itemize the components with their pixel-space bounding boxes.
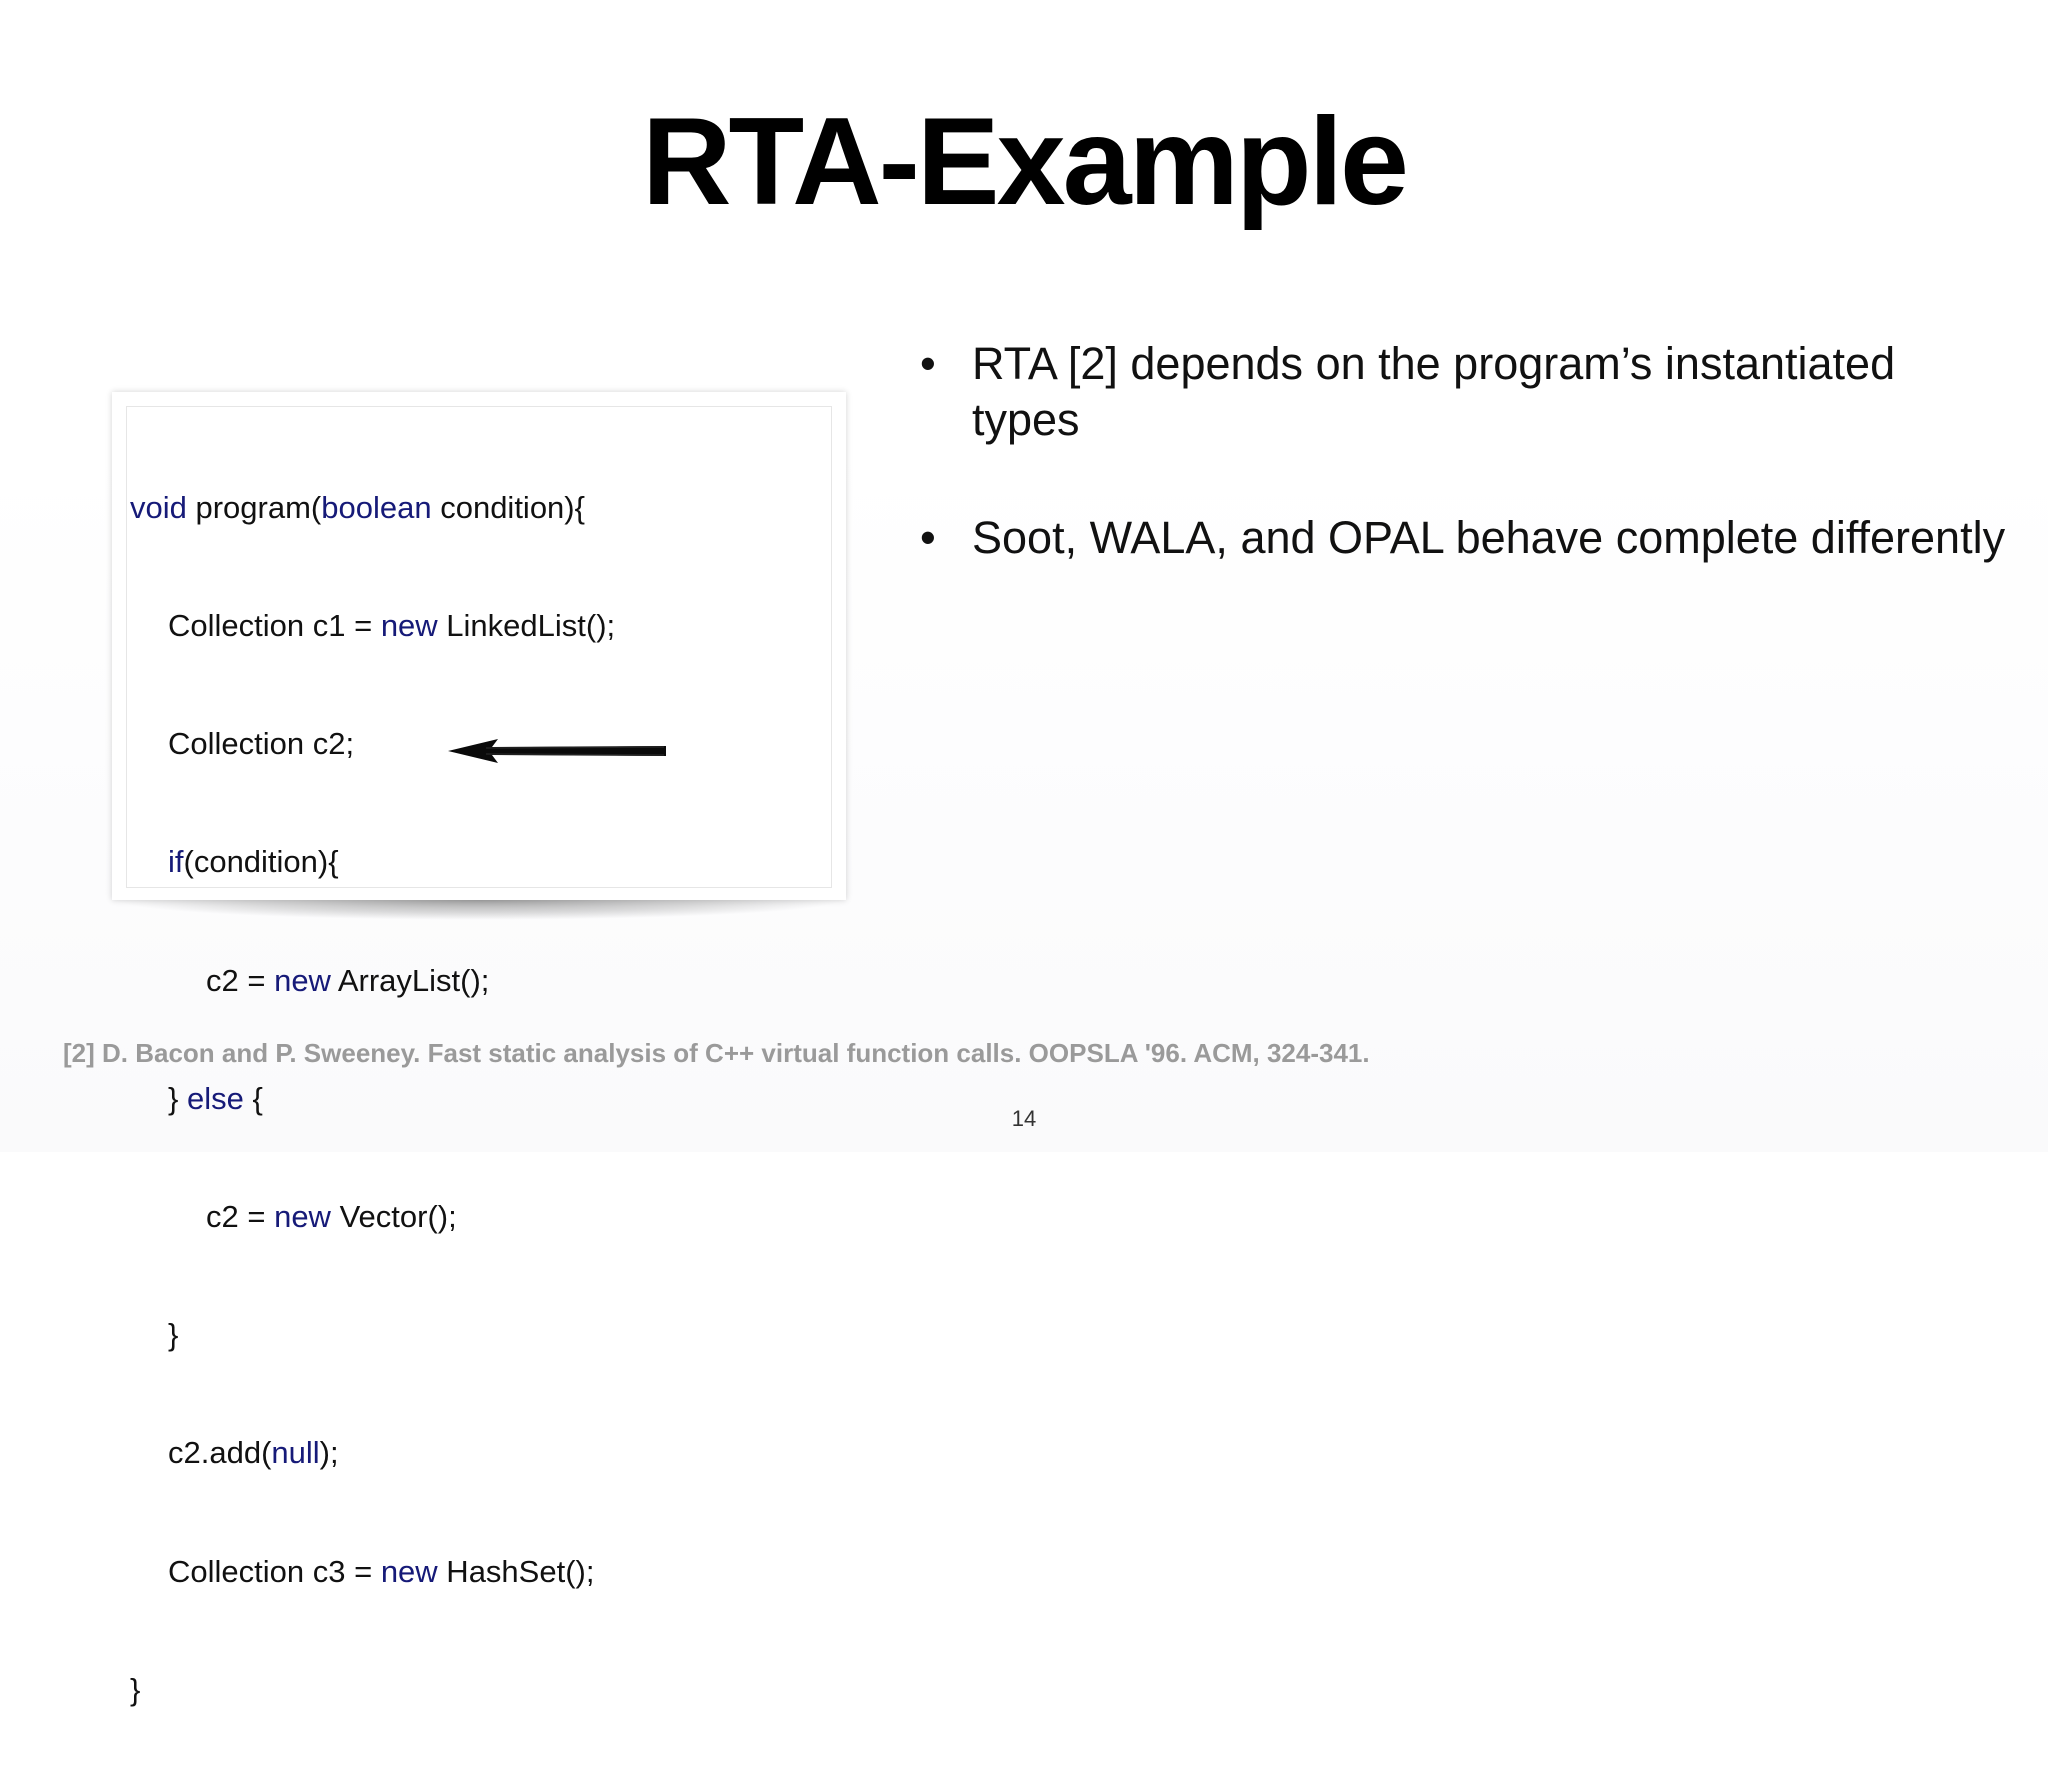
- code-keyword: new: [380, 1553, 438, 1589]
- slide-title: RTA-Example: [642, 93, 1406, 231]
- code-line-7: [130, 1197, 615, 1236]
- bullet-marker: •: [920, 512, 936, 563]
- bullet-item: [920, 510, 2010, 566]
- code-text: HashSet();: [437, 1553, 595, 1589]
- code-line-9: [130, 1433, 615, 1472]
- code-text: Collection c3 =: [168, 1553, 381, 1589]
- code-keyword: new: [274, 1199, 331, 1235]
- code-line-8: [130, 1315, 615, 1354]
- code-text: }: [168, 1080, 187, 1116]
- code-text: ArrayList();: [330, 962, 490, 998]
- code-keyword: new: [380, 608, 438, 644]
- code-line-6: [130, 1079, 615, 1118]
- bullet-text: RTA [2] depends on the program’s instantiated types: [972, 338, 1896, 445]
- code-text: condition){: [431, 489, 585, 525]
- bullet-text: Soot, WALA, and OPAL behave complete differently: [972, 512, 2006, 563]
- code-text: Vector();: [330, 1199, 457, 1235]
- code-text: Collection c1 =: [168, 608, 381, 644]
- bullet-marker: •: [920, 338, 936, 389]
- code-text: Collection c2;: [168, 726, 355, 762]
- footnote-reference: [2] D. Bacon and P. Sweeney. Fast static analysis of C++ virtual function calls. OOPSLA '96. ACM, 324-341.: [63, 1038, 1370, 1068]
- code-keyword: if: [168, 844, 184, 880]
- code-keyword: else: [186, 1080, 244, 1116]
- code-keyword: boolean: [321, 489, 432, 525]
- code-line-4: [130, 842, 615, 881]
- code-text: program(: [186, 489, 322, 525]
- page-number: 14: [1011, 1106, 1037, 1131]
- code-text: c2 =: [206, 962, 275, 998]
- code-line-5: [130, 961, 615, 1000]
- bullet-list: [920, 336, 2010, 628]
- code-text: }: [168, 1317, 179, 1353]
- code-keyword: void: [130, 489, 187, 525]
- code-text: c2 =: [206, 1199, 275, 1235]
- code-line-10: [130, 1552, 615, 1591]
- code-keyword: null: [271, 1435, 320, 1471]
- code-keyword: new: [274, 962, 331, 998]
- code-text: c2.add(: [168, 1435, 272, 1471]
- bullet-item: [920, 336, 2010, 448]
- code-text: );: [319, 1435, 339, 1471]
- code-text: {: [243, 1080, 263, 1116]
- code-text: (condition){: [183, 844, 339, 880]
- code-line-2: [130, 606, 615, 645]
- code-text: }: [130, 1671, 141, 1707]
- code-line-11: [130, 1670, 615, 1709]
- arrow-left-icon: [446, 737, 668, 765]
- code-line-1: [130, 488, 615, 527]
- code-text: LinkedList();: [437, 608, 616, 644]
- code-block: [130, 409, 615, 1788]
